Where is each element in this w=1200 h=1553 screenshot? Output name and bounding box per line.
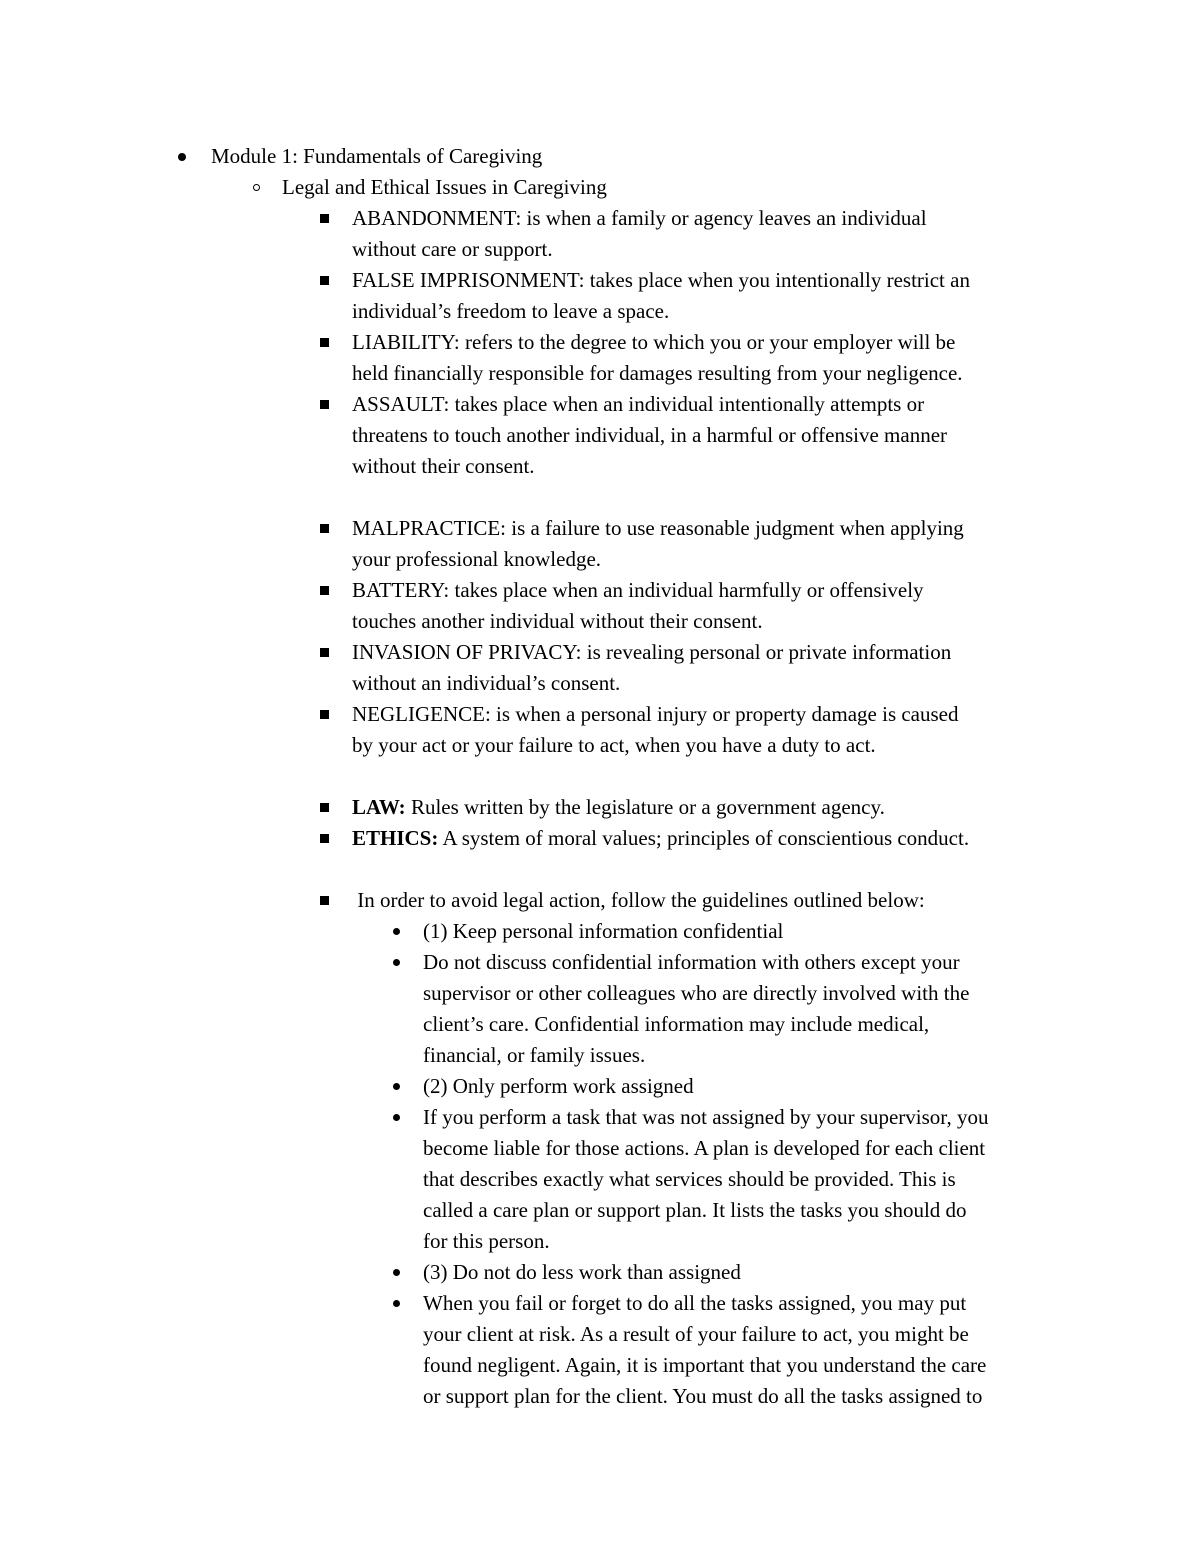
- term-liability-line-2: held financially responsible for damages resulting from your negligence.: [352, 361, 963, 385]
- guideline-line: become liable for those actions. A plan is developed for each client: [423, 1136, 986, 1160]
- bullet-square-icon: [320, 896, 329, 905]
- term-false-imprisonment-line-1: FALSE IMPRISONMENT: takes place when you intentionally restrict an: [352, 268, 970, 292]
- guideline-line: for this person.: [423, 1229, 550, 1253]
- term-battery-line-1: BATTERY: takes place when an individual harmfully or offensively: [352, 578, 924, 602]
- definition-law: [352, 792, 885, 823]
- guideline-line: found negligent. Again, it is important that you understand the care: [423, 1353, 987, 1377]
- bullet-disc-icon: [178, 153, 186, 161]
- guideline-line: your client at risk. As a result of your failure to act, you might be: [423, 1322, 969, 1346]
- bullet-square-icon: [320, 214, 329, 223]
- term-battery-line-2: touches another individual without their consent.: [352, 609, 763, 633]
- section-heading: Legal and Ethical Issues in Caregiving: [282, 175, 607, 199]
- guideline-line: If you perform a task that was not assigned by your supervisor, you: [423, 1105, 989, 1129]
- bullet-disc-icon: [393, 959, 400, 966]
- term-liability-line-1: LIABILITY: refers to the degree to which you or your employer will be: [352, 330, 956, 354]
- bullet-square-icon: [320, 400, 329, 409]
- guideline-line: or support plan for the client. You must do all the tasks assigned to: [423, 1384, 983, 1408]
- guideline-line: (2) Only perform work assigned: [423, 1074, 694, 1098]
- guideline-line: supervisor or other colleagues who are directly involved with the: [423, 981, 970, 1005]
- bullet-disc-icon: [393, 1083, 400, 1090]
- term-invasion-of-privacy-line-2: without an individual’s consent.: [352, 671, 621, 695]
- bullet-square-icon: [320, 803, 329, 812]
- term-malpractice-line-1: MALPRACTICE: is a failure to use reasonable judgment when applying: [352, 516, 964, 540]
- term-false-imprisonment-line-2: individual’s freedom to leave a space.: [352, 299, 670, 323]
- bullet-square-icon: [320, 338, 329, 347]
- definition-ethics: [352, 823, 969, 854]
- definition-term: ETHICS:: [352, 826, 439, 850]
- bullet-square-icon: [320, 834, 329, 843]
- term-abandonment-line-2: without care or support.: [352, 237, 553, 261]
- term-malpractice-line-2: your professional knowledge.: [352, 547, 602, 571]
- term-assault-line-3: without their consent.: [352, 454, 535, 478]
- guideline-line: that describes exactly what services should be provided. This is: [423, 1167, 956, 1191]
- bullet-square-icon: [320, 648, 329, 657]
- term-assault-line-1: ASSAULT: takes place when an individual intentionally attempts or: [352, 392, 925, 416]
- bullet-disc-icon: [393, 928, 400, 935]
- bullet-square-icon: [320, 710, 329, 719]
- bullet-disc-icon: [393, 1300, 400, 1307]
- term-negligence-line-2: by your act or your failure to act, when you have a duty to act.: [352, 733, 876, 757]
- bullet-square-icon: [320, 586, 329, 595]
- module-heading: Module 1: Fundamentals of Caregiving: [211, 144, 543, 168]
- guideline-line: (3) Do not do less work than assigned: [423, 1260, 741, 1284]
- bullet-disc-icon: [393, 1269, 400, 1276]
- guideline-line: client’s care. Confidential information may include medical,: [423, 1012, 930, 1036]
- guideline-line: financial, or family issues.: [423, 1043, 646, 1067]
- term-abandonment-line-1: ABANDONMENT: is when a family or agency leaves an individual: [352, 206, 927, 230]
- definition-text: Rules written by the legislature or a government agency.: [405, 795, 885, 819]
- guidelines-intro: In order to avoid legal action, follow the guidelines outlined below:: [352, 888, 925, 912]
- term-negligence-line-1: NEGLIGENCE: is when a personal injury or property damage is caused: [352, 702, 959, 726]
- bullet-square-icon: [320, 524, 329, 533]
- guideline-line: When you fail or forget to do all the tasks assigned, you may put: [423, 1291, 967, 1315]
- guideline-line: called a care plan or support plan. It lists the tasks you should do: [423, 1198, 967, 1222]
- term-invasion-of-privacy-line-1: INVASION OF PRIVACY: is revealing personal or private information: [352, 640, 952, 664]
- term-assault-line-2: threatens to touch another individual, in a harmful or offensive manner: [352, 423, 948, 447]
- definition-text: A system of moral values; principles of conscientious conduct.: [438, 826, 970, 850]
- guideline-line: Do not discuss confidential information with others except your: [423, 950, 960, 974]
- bullet-square-icon: [320, 276, 329, 285]
- bullet-circle-icon: [253, 184, 260, 191]
- definition-term: LAW:: [352, 795, 406, 819]
- guideline-line: (1) Keep personal information confidential: [423, 919, 784, 943]
- bullet-disc-icon: [393, 1114, 400, 1121]
